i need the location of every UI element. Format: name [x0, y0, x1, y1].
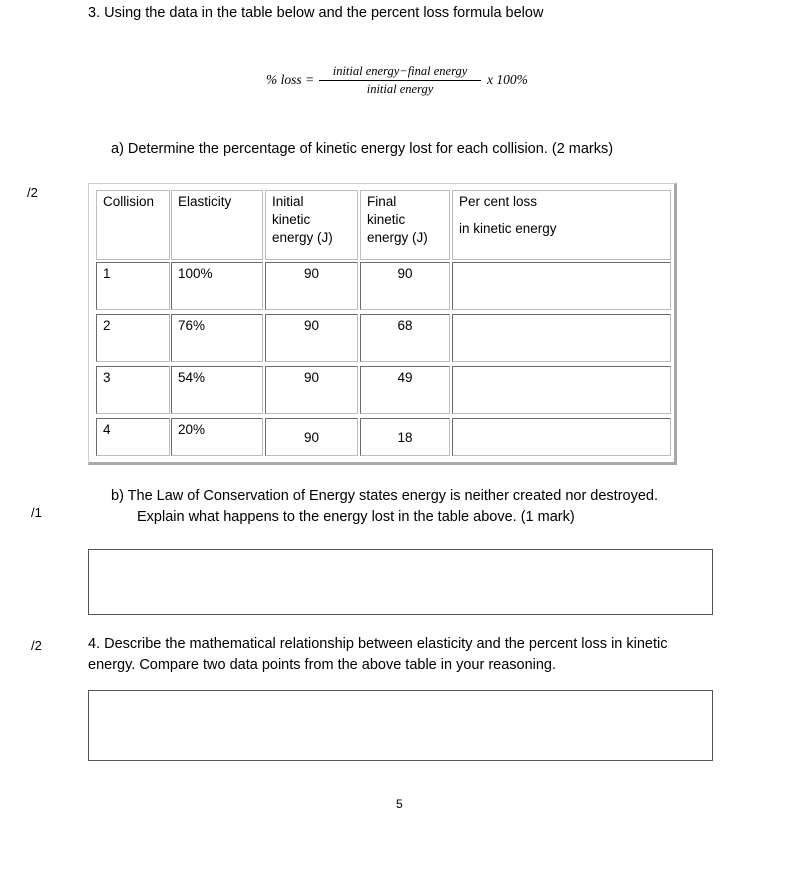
row2-collision: 2	[96, 314, 170, 362]
marks-q3b: /1	[31, 505, 42, 520]
row1-elasticity: 100%	[171, 262, 263, 310]
row3-loss-answer[interactable]	[452, 366, 671, 414]
q4-answer-box[interactable]	[88, 690, 713, 761]
q3-title: 3. Using the data in the table below and the percent loss formula below	[88, 5, 544, 21]
q3-part-a: a) Determine the percentage of kinetic energy lost for each collision. (2 marks)	[111, 141, 614, 157]
row4-final: 18	[360, 418, 450, 456]
page-number: 5	[396, 797, 403, 811]
header-initial-ke	[265, 190, 358, 260]
q4-line1: 4. Describe the mathematical relationship between elasticity and the percent loss in kinetic	[88, 636, 668, 652]
formula-denominator: initial energy	[366, 82, 434, 96]
row3-initial: 90	[265, 366, 358, 414]
header-loss-line1: Per cent loss	[459, 194, 538, 209]
row4-initial: 90	[265, 418, 358, 456]
q4-line2: energy. Compare two data points from the above table in your reasoning.	[88, 657, 557, 673]
header-elasticity-text: Elasticity	[178, 194, 232, 209]
formula-numerator: initial energy−final energy	[319, 64, 481, 81]
row1-initial: 90	[265, 262, 358, 310]
header-loss-line2: in kinetic energy	[459, 221, 557, 236]
row2-final: 68	[360, 314, 450, 362]
q3-part-b-line1: b) The Law of Conservation of Energy states energy is neither created nor destroyed.	[111, 488, 659, 504]
header-final-ke	[360, 190, 450, 260]
header-collision-text: Collision	[103, 194, 155, 209]
formula-lhs: % loss =	[266, 72, 315, 87]
marks-q4: /2	[31, 638, 42, 653]
row4-elasticity: 20%	[171, 418, 263, 456]
row1-collision: 1	[96, 262, 170, 310]
header-collision	[96, 190, 170, 260]
marks-q3a: /2	[27, 185, 38, 200]
q3-part-b-line2: Explain what happens to the energy lost in the table above. (1 mark)	[137, 509, 575, 525]
row2-initial: 90	[265, 314, 358, 362]
row3-collision: 3	[96, 366, 170, 414]
row3-final: 49	[360, 366, 450, 414]
q3b-answer-box[interactable]	[88, 549, 713, 615]
header-percent-loss	[452, 190, 671, 260]
row1-loss-answer[interactable]	[452, 262, 671, 310]
row4-loss-answer[interactable]	[452, 418, 671, 456]
header-final-line1: Final	[367, 194, 397, 209]
header-initial-line2: kinetic	[272, 212, 311, 227]
header-initial-line3: energy (J)	[272, 230, 333, 245]
row2-elasticity: 76%	[171, 314, 263, 362]
row1-final: 90	[360, 262, 450, 310]
header-final-line2: kinetic	[367, 212, 406, 227]
row4-collision: 4	[96, 418, 170, 456]
formula-fraction	[319, 64, 481, 97]
header-initial-line1: Initial	[272, 194, 304, 209]
row3-elasticity: 54%	[171, 366, 263, 414]
header-final-line3: energy (J)	[367, 230, 428, 245]
formula-rhs: x 100%	[487, 72, 528, 87]
energy-table	[88, 183, 677, 465]
row2-loss-answer[interactable]	[452, 314, 671, 362]
header-elasticity	[171, 190, 263, 260]
